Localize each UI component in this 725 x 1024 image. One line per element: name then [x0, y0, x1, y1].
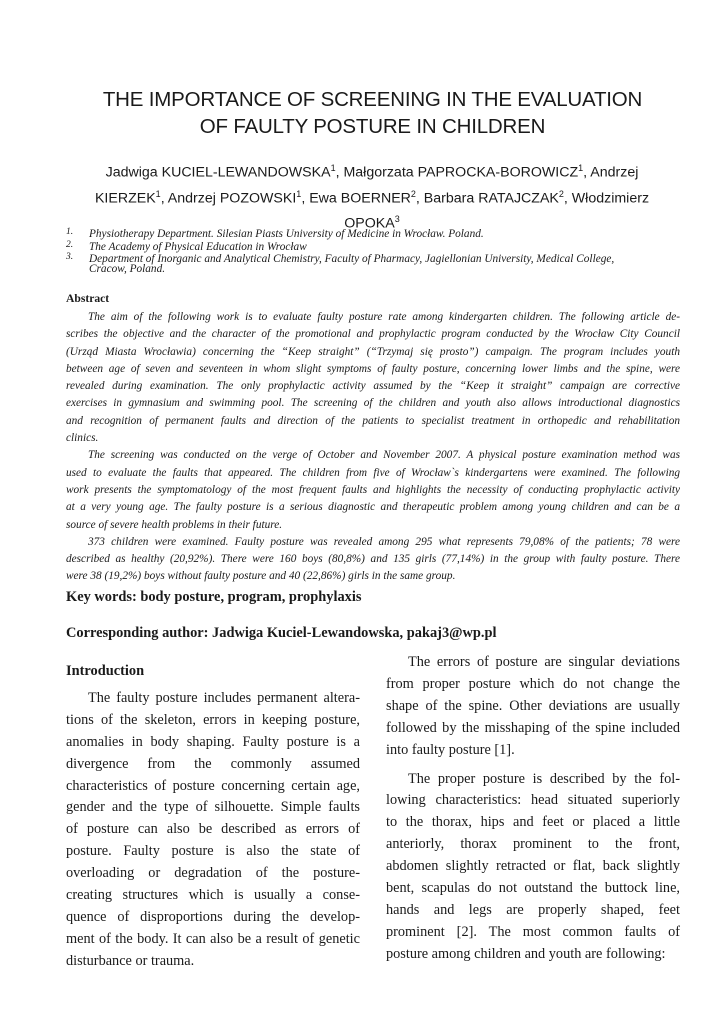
body-line: of posture can also be described as errors of — [66, 821, 360, 838]
author-line: OPOKA$^3$ — [344, 214, 400, 233]
body-line: lowing characteristics: head situated superiorly — [386, 792, 680, 809]
body-line: characteristics of posture concerning certain age, — [66, 777, 360, 794]
body-line: followed by the misshaping of the spine included — [386, 719, 680, 736]
body-line: gender and the type of silhouette. Simple faults — [66, 799, 360, 816]
abstract-line: The aim of the following work is to evaluate faulty posture rate among kindergarten children. The following article de- — [88, 311, 680, 323]
abstract-line: 373 children were examined. Faulty posture was revealed among 295 what represents 79,08% of the patients; 78 were — [88, 535, 680, 548]
affiliations — [66, 228, 682, 274]
abstract-line: used to evaluate the faults that appeared. The children from five of Wrocław`s kindergartens were examined. The following — [66, 466, 680, 479]
title-line: THE IMPORTANCE OF SCREENING IN THE EVALUATION — [102, 88, 643, 111]
body-line: The proper posture is described by the fol- — [408, 770, 680, 787]
abstract-line: clinics. — [66, 432, 99, 445]
body-line: bent, scapulas do not outstand the buttock line, — [386, 880, 680, 897]
affiliation-text: Department of Inorganic and Analytical Chemistry, Faculty of Pharmacy, Jagiellonian University, Medical College, — [89, 253, 615, 265]
paper-title — [60, 86, 685, 140]
author-list — [62, 158, 682, 235]
body-line: anteriorly, thorax prominent to the front, — [386, 836, 680, 853]
abstract-line: (Urząd Miasta Wrocławia) concerning the “Keep straight” (“Trzymaj się prosto”) campaign. The program includes youth — [66, 345, 680, 358]
title-line: OF FAULTY POSTURE IN CHILDREN — [199, 115, 546, 138]
abstract-line: exercises in gymnasium and swimming pool. The screening of the children and youth also allows introductional diagnostics — [66, 397, 680, 410]
body-line: hands and legs are properly shaped, feet — [386, 901, 680, 918]
right-column — [386, 652, 680, 966]
body-line: The faulty posture includes permanent altera- — [88, 689, 360, 706]
body-line: anomalies in body shaping. Faulty posture is a — [66, 733, 360, 750]
left-column — [66, 661, 360, 973]
affiliation-text: The Academy of Physical Education in Wrocław — [89, 241, 307, 253]
affiliation-text: Cracow, Poland. — [89, 263, 166, 275]
body-line: prominent [2]. The most common faults of — [386, 923, 680, 940]
body-line: to the thorax, hips and feet or placed a little — [386, 814, 680, 831]
author-line: Jadwiga KUCIEL-LEWANDOWSKA$^1$, Małgorzata PAPROCKA-BOROWICZ$^1$, Andrzej — [105, 163, 639, 181]
body-line: divergence from the commonly assumed — [66, 755, 360, 772]
body-line: abdomen slightly retracted or flat, back slightly — [386, 858, 680, 875]
body-line: The errors of posture are singular deviations — [408, 654, 680, 670]
abstract-line: work presents the symptomatology of the most frequent faults and highlights the necessity of conducting prophylactic activity — [66, 483, 680, 496]
affiliation-number: 2. — [66, 240, 74, 250]
body-line: ment of the body. It can also be a result of genetic — [66, 930, 360, 947]
body-line: posture among children and youth are following: — [386, 945, 666, 962]
corresponding-author: Corresponding author: Jadwiga Kuciel-Lewandowska, pakaj3@wp.pl — [66, 625, 497, 641]
body-line: posture. Faulty posture is also the state of — [66, 843, 360, 860]
abstract-heading: Abstract — [66, 292, 110, 305]
abstract-line: source of severe health problems in their future. — [66, 518, 283, 531]
affiliation-item — [66, 254, 682, 274]
affiliation-text: Physiotherapy Department. Silesian Piasts University of Medicine in Wrocław. Poland. — [89, 228, 484, 240]
abstract-line: scribes the objective and the character of the promotional and prophylactic program conducted by the Wrocław City Council — [66, 328, 680, 341]
abstract-line: were 38 (19,2%) boys without faulty posture and 40 (22,86%) girls in the same group. — [66, 570, 456, 583]
body-line: disturbance or trauma. — [66, 952, 195, 969]
keywords: Key words: body posture, program, prophylaxis — [66, 589, 362, 605]
body-line: tions of the skeleton, errors in keeping posture, — [66, 711, 360, 728]
abstract-line: described as healthy (20,92%). There were 160 boys (80,8%) and 135 girls (77,14%) in the group with faulty posture. There — [66, 553, 680, 566]
abstract-line: and recognition of permanent faults and direction of the patients to specialist treatment in orthopedic and rehabilitation — [66, 414, 680, 427]
affiliation-number: 1. — [66, 227, 74, 237]
body-line: into faulty posture [1]. — [386, 741, 515, 758]
affiliation-number: 3. — [66, 252, 74, 262]
section-heading: Introduction — [66, 663, 145, 679]
abstract-line: between age of seven and seventeen in whom slight symptoms of faulty posture, concerning lower limbs and the spine, were — [66, 362, 680, 375]
abstract-body — [66, 309, 680, 586]
abstract-line: revealed during examination. The only prophylactic activity assumed by the “Keep it straight” campaign are corrective — [66, 380, 680, 393]
body-line: shape of the spine. Other deviations are usually — [386, 697, 680, 714]
body-line: overloading or degradation of the posture- — [66, 865, 360, 882]
abstract-line: at a very young age. The faulty posture is a serious diagnostic and therapeutic problem among young children and can be a — [66, 501, 680, 514]
body-line: quence of disproportions during the develop- — [66, 908, 360, 925]
affiliation-item — [66, 228, 682, 241]
body-line: from proper posture which do not change the — [386, 675, 680, 692]
body-line: creating structures which is usually a conse- — [66, 887, 360, 904]
author-line: KIERZEK$^1$, Andrzej POZOWSKI$^1$, Ewa BOERNER$^2$, Barbara RATAJCZAK$^2$, Włodzimierz — [94, 188, 650, 207]
abstract-line: The screening was conducted on the verge of October and November 2007. A physical posture examination method was — [88, 449, 680, 462]
